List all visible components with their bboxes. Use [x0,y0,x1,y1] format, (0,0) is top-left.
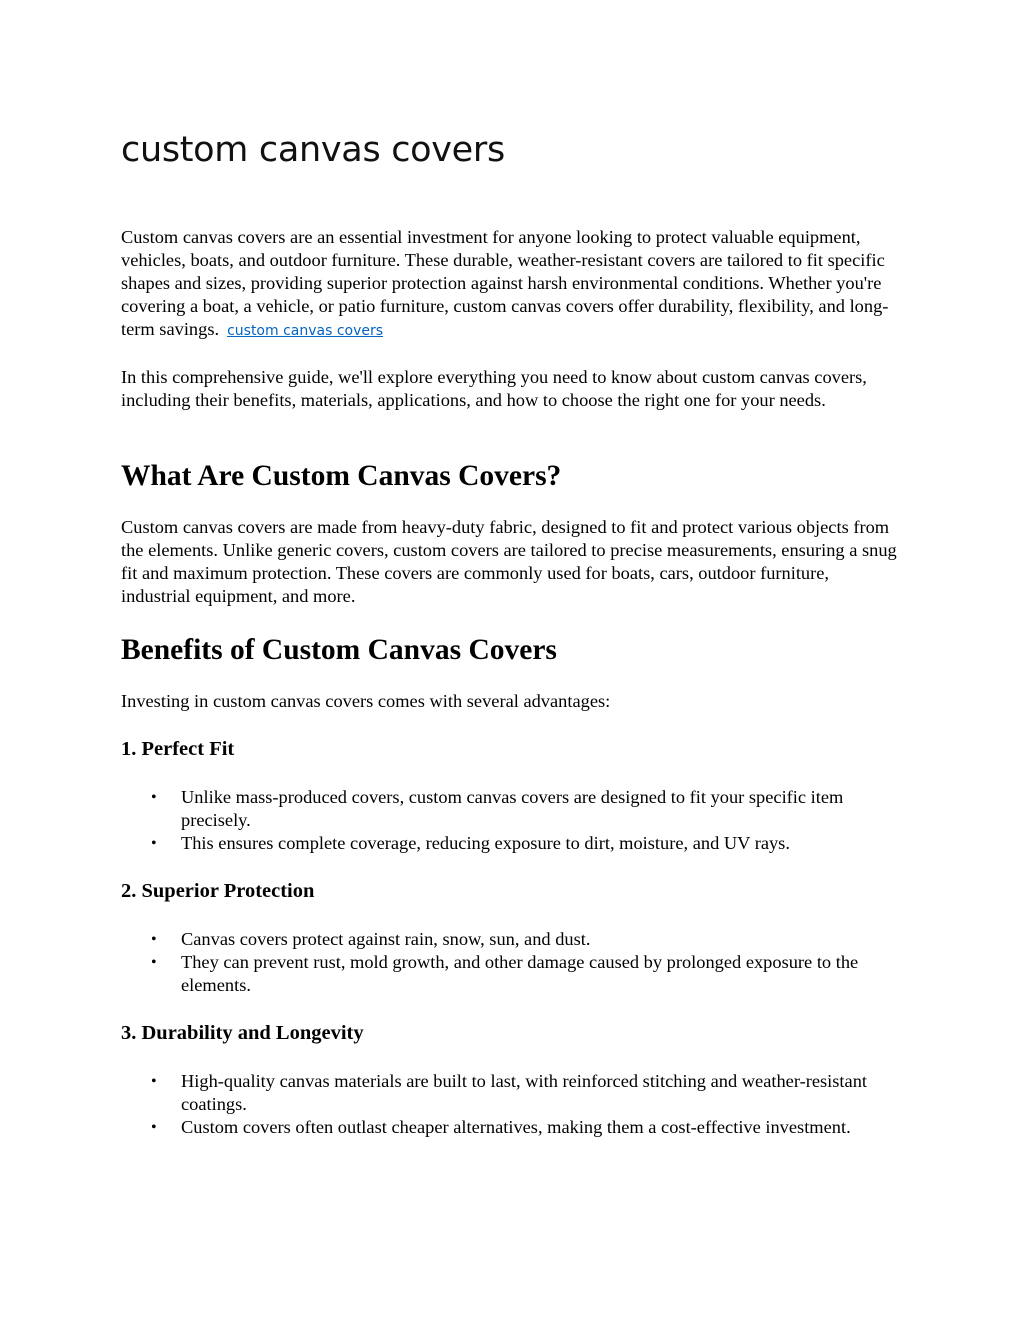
list-item-text: Canvas covers protect against rain, snow, sun, and dust. [181,929,591,949]
list-item [121,786,901,832]
list-item-text: Unlike mass-produced covers, custom canvas covers are designed to fit your specific item precisely. [181,787,844,830]
bullet-icon: • [151,789,157,806]
bullet-icon: • [151,931,157,948]
list-item [121,951,901,997]
list-item [121,832,901,855]
guide-intro-paragraph: In this comprehensive guide, we'll explore everything you need to know about custom canvas covers, including their benefits, materials, applications, and how to choose the right one for your needs. [121,367,867,410]
benefit-list-perfect-fit [121,786,901,855]
benefit-list-superior-protection [121,928,901,997]
section-benefits-paragraph: Investing in custom canvas covers comes with several advantages: [121,691,611,711]
section-what-are-paragraph: Custom canvas covers are made from heavy-duty fabric, designed to fit and protect various objects from the elements. Unlike generic covers, custom covers are tailored to precise measurements, ensuring a snug fit and maximum protection. These covers are commonly used for boats, cars, outdoor furniture, industrial equipment, and more. [121,517,897,606]
list-item-text: This ensures complete coverage, reducing exposure to dirt, moisture, and UV rays. [181,833,790,853]
bullet-icon: • [151,1073,157,1090]
benefit-heading-perfect-fit: 1. Perfect Fit [121,738,235,760]
list-item-text: High-quality canvas materials are built to last, with reinforced stitching and weather-resistant coatings. [181,1071,867,1114]
benefit-heading-durability: 3. Durability and Longevity [121,1022,364,1044]
intro-text: Custom canvas covers are an essential investment for anyone looking to protect valuable equipment, vehicles, boats, and outdoor furniture. These durable, weather-resistant covers are tailored to fit specific shapes and sizes, providing superior protection against harsh environmental conditions. Whether you're covering a boat, a vehicle, or patio furniture, custom canvas covers offer durability, flexibility, and long-term savings. [121,227,889,339]
intro-link[interactable]: custom canvas covers [227,323,384,339]
intro-paragraph [121,226,901,343]
bullet-icon: • [151,835,157,852]
document-title: custom canvas covers [121,130,505,170]
section-heading-what-are: What Are Custom Canvas Covers? [121,460,562,492]
list-item [121,928,901,951]
section-heading-benefits: Benefits of Custom Canvas Covers [121,634,557,666]
list-item [121,1116,901,1139]
bullet-icon: • [151,954,157,971]
list-item [121,1070,901,1116]
list-item-text: They can prevent rust, mold growth, and other damage caused by prolonged exposure to the elements. [181,952,859,995]
benefit-heading-superior-protection: 2. Superior Protection [121,880,315,902]
list-item-text: Custom covers often outlast cheaper alternatives, making them a cost-effective investment. [181,1117,851,1137]
bullet-icon: • [151,1119,157,1136]
benefit-list-durability [121,1070,901,1139]
